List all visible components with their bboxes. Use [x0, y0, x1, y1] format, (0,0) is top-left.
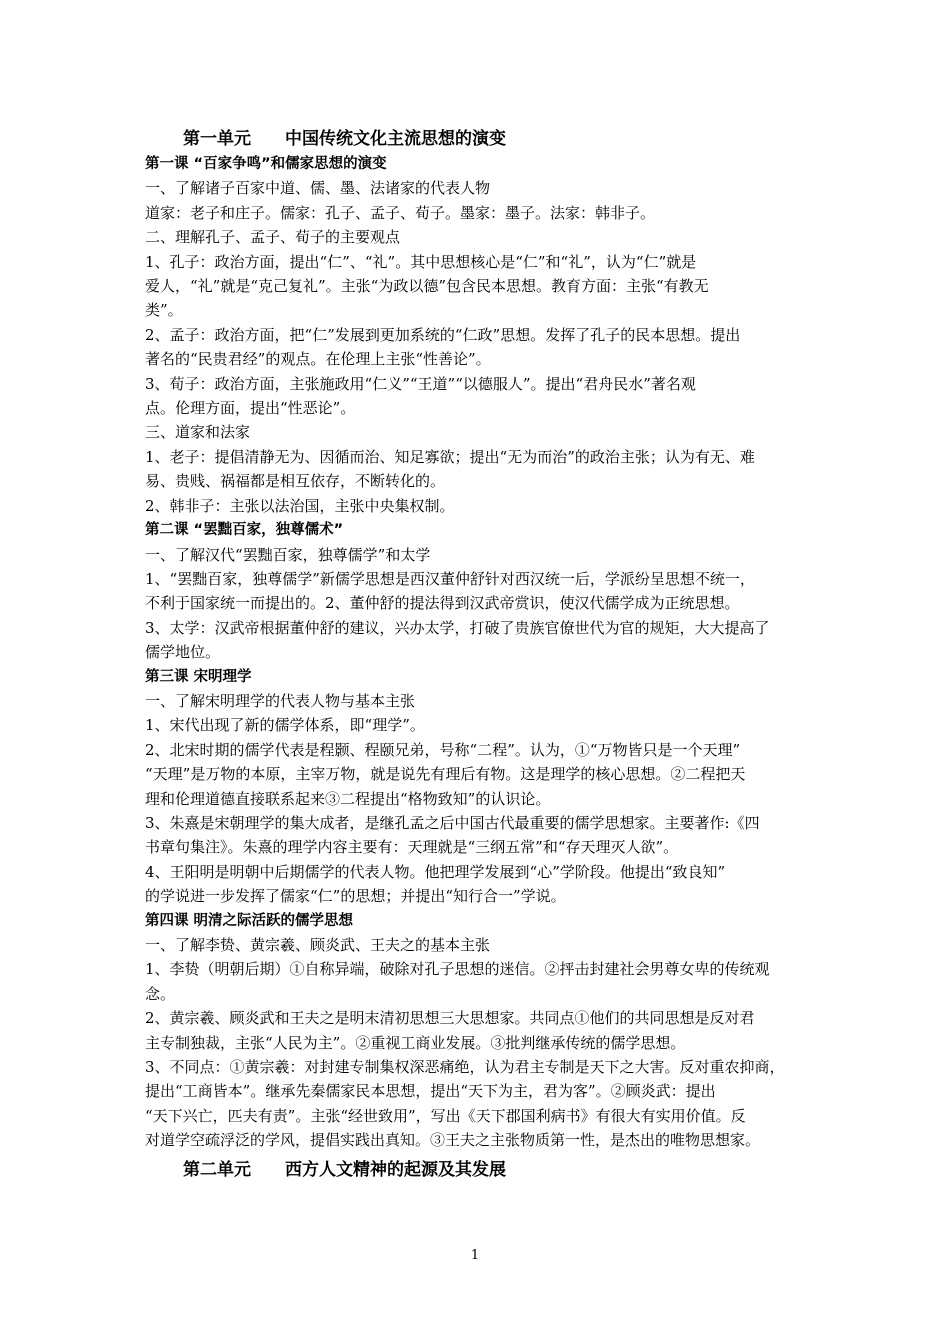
paragraph-line: 2、北宋时期的儒学代表是程颢、程颐兄弟，号称“二程”。认为，①“万物皆只是一个天理” [145, 740, 741, 759]
paragraph-line: 1、“罢黜百家，独尊儒学”新儒学思想是西汉董仲舒针对西汉统一后，学派纷呈思想不统一， [145, 569, 755, 588]
paragraph-line: 主专制独裁，主张“人民为主”。②重视工商业发展。③批判继承传统的儒学思想。 [145, 1033, 686, 1052]
paragraph-line: “天下兴亡，匹夫有责”。主张“经世致用”，写出《天下郡国利病书》有很大有实用价值。反 [145, 1106, 746, 1125]
paragraph-line: 一、了解汉代“罢黜百家，独尊儒学”和太学 [145, 545, 431, 564]
paragraph-line: 一、了解诸子百家中道、儒、墨、法诸家的代表人物 [145, 179, 491, 198]
lesson-3-title: 第三课 宋明理学 [145, 668, 252, 685]
paragraph-line: 3、荀子：政治方面，主张施政用“仁义”“王道”“以德服人”。提出“君舟民水”著名观 [145, 374, 696, 393]
paragraph-line: 1、宋代出现了新的儒学体系，即“理学”。 [145, 716, 425, 735]
paragraph-line: 道家：老子和庄子。儒家：孔子、孟子、荀子。墨家：墨子。法家：韩非子。 [145, 203, 656, 222]
paragraph-line: 点。伦理方面，提出“性恶论”。 [145, 399, 356, 418]
paragraph-line: 1、老子：提倡清静无为、因循而治、知足寡欲；提出“无为而治”的政治主张；认为有无、难 [145, 447, 755, 466]
paragraph-line: 类”。 [145, 301, 183, 320]
paragraph-line: 提出“工商皆本”。继承先秦儒家民本思想，提出“天下为主，君为客”。②顾炎武：提出 [145, 1082, 716, 1101]
paragraph-line: 的学说进一步发挥了儒家“仁”的思想；并提出“知行合一”学说。 [145, 887, 566, 906]
lesson-4-title: 第四课 明清之际活跃的儒学思想 [145, 912, 354, 929]
paragraph-line: 3、不同点：①黄宗羲：对封建专制集权深恶痛绝，认为君主专制是天下之大害。反对重农抑商， [145, 1058, 785, 1077]
paragraph-line: 易、贵贱、祸福都是相互依存，不断转化的。 [145, 472, 446, 491]
paragraph-line: 爱人，“礼”就是“克己复礼”。主张“为政以德”包含民本思想。教育方面：主张“有教无 [145, 277, 709, 296]
paragraph-line: 念。 [145, 984, 176, 1003]
lesson-2-section [145, 518, 815, 664]
lesson-2-title: 第二课 “罢黜百家，独尊儒术” [145, 522, 344, 539]
page-number: 1 [470, 1248, 480, 1263]
paragraph-line: 3、朱熹是宋朝理学的集大成者，是继孔孟之后中国古代最重要的儒学思想家。主要著作:《四 [145, 813, 760, 832]
paragraph-line: 3、太学：汉武帝根据董仲舒的建议，兴办太学，打破了贵族官僚世代为官的规矩，大大提高了 [145, 618, 770, 637]
paragraph-line: 书章句集注》。朱熹的理学内容主要有：天理就是“三纲五常”和“存天理灭人欲”。 [145, 838, 679, 857]
paragraph-line: 2、韩非子：主张以法治国，主张中央集权制。 [145, 496, 455, 515]
page-content [145, 126, 815, 1183]
unit-1-title: 第一单元 中国传统文化主流思想的演变 [183, 129, 506, 149]
paragraph-line: 著名的“民贵君经”的观点。在伦理上主张“性善论”。 [145, 350, 491, 369]
paragraph-line: 一、了解李贽、黄宗羲、顾炎武、王夫之的基本主张 [145, 936, 491, 954]
paragraph-line: 儒学地位。 [145, 643, 221, 662]
paragraph-line: 2、黄宗羲、顾炎武和王夫之是明末清初思想三大思想家。共同点①他们的共同思想是反对君 [145, 1009, 755, 1028]
lesson-1-section [145, 152, 815, 518]
paragraph-line: 4、王阳明是明朝中后期儒学的代表人物。他把理学发展到“心”学阶段。他提出“致良知” [145, 862, 726, 881]
paragraph-line: 一、了解宋明理学的代表人物与基本主张 [145, 691, 416, 710]
paragraph-line: 不利于国家统一而提出的。2、董仲舒的提法得到汉武帝赏识，使汉代儒学成为正统思想。 [145, 594, 740, 613]
unit-2-title: 第二单元 西方人文精神的起源及其发展 [183, 1159, 506, 1180]
paragraph-line: 1、李贽（明朝后期）①自称异端，破除对孔子思想的迷信。②抨击封建社会男尊女卑的传统观 [145, 960, 770, 979]
paragraph-line: 二、理解孔子、孟子、荀子的主要观点 [145, 228, 401, 247]
paragraph-line: 对道学空疏浮泛的学风，提倡实践出真知。③王夫之主张物质第一性，是杰出的唯物思想家。 [145, 1131, 761, 1150]
paragraph-line: 三、道家和法家 [145, 423, 251, 442]
paragraph-line: 理和伦理道德直接联系起来③二程提出“格物致知”的认识论。 [145, 789, 551, 808]
paragraph-line: 2、孟子：政治方面，把“仁”发展到更加系统的“仁政”思想。发挥了孔子的民本思想。提出 [145, 325, 741, 344]
lesson-4-section [145, 909, 815, 1153]
paragraph-line: “天理”是万物的本原，主宰万物，就是说先有理后有物。这是理学的核心思想。②二程把天 [145, 765, 746, 784]
lesson-3-section [145, 665, 815, 909]
lesson-1-title: 第一课 “百家争鸣”和儒家思想的演变 [145, 156, 387, 172]
paragraph-line: 1、孔子：政治方面，提出“仁”、“礼”。其中思想核心是“仁”和“礼”，认为“仁”就是 [145, 252, 697, 271]
